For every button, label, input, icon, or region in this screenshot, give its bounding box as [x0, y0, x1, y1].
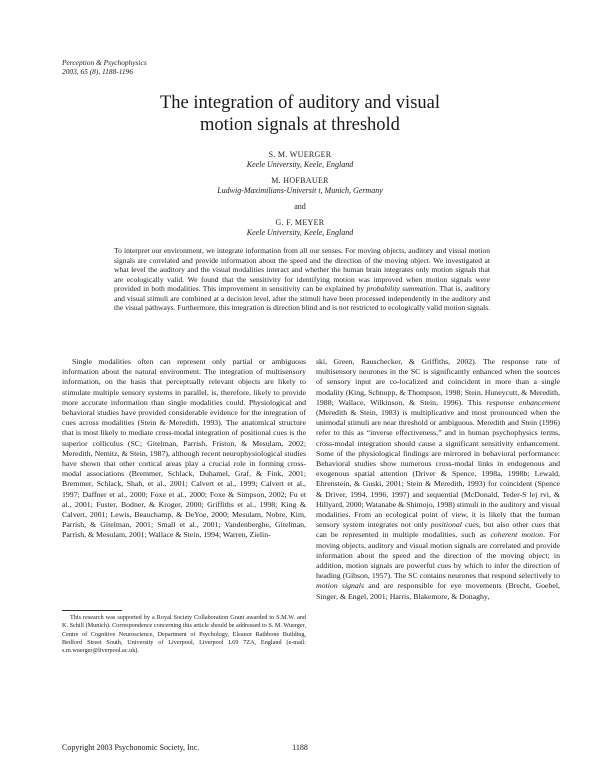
footnote-divider [62, 610, 122, 611]
body-paragraph: Single modalities often can represent only partial or ambiguous information about the natural environment. The integration of multisensory information, on the basis that perceptually relevant objects are likely to stimulate multiple sensory systems in parallel, is, therefore, likely to provide more accurate information than single modalities could. Physiological and behavioral studies have provided considerable evidence for the integration of cues across modalities (Stein & Meredith, 1993). The anatomical structure that is most likely to mediate cross-modal integration of positional cues is the superior colliculus (SC; Gitelman, Parrish, Friston, & Mesulam, 2002; Meredith, Nemitz, & Stein, 1987), although recent neurophysiological studies have shown that other cortical areas play a crucial role in forming cross-modal associations (Bremmer, Schlack, Duhamel, Graf, & Fink, 2001; Bremmer, Schlack, Shah, et al., 2001; Calvert et al., 1999; Calvert et al., 1997; Daffner et al., 2000; Foxe et al., 2000; Foxe & Simpson, 2002; Fu et al., 2001; Fuster, Bodner, & Kroger, 2000; Griffiths et al., 1998; King & Calvert, 2001; Lewis, Beauchamp, & DeYoe, 2000; Mesulam, Nobre, Kim, Parrish, & Gitelman, 2001; Small et al., 2001; Vandenberghe, Gitelman, Parrish, & Mesulam, 2001; Wallace & Stein, 1994; Warren, Zielin- [62, 357, 306, 540]
copyright-notice: Copyright 2003 Psychonomic Society, Inc. [62, 743, 200, 752]
author-affiliation: Keele University, Keele, England [246, 228, 354, 237]
abstract-text: To interpret our environment, we integrate information from all our senses. For moving objects, auditory and visual motion signals are correlated and provide information about the speed and the direction of the moving object. We investigated at what level the auditory and the visual modalities interact and whether the human brain integrates only motion signals that are ecologically valid. We found that the sensitivity for identifying motion was improved when motion signals were provided in both modalities. This improvement in sensitivity can be explained by [114, 246, 490, 294]
footnote [62, 614, 306, 655]
journal-citation: 2003, 65 (8), 1188-1196 [62, 67, 133, 76]
page-number: 1188 [292, 743, 308, 752]
body-text: ski, Green, Rauschecker, & Griffiths, 2002). The response rate of multisensory neurones in the SC is significantly enhanced when the sources of sensory input are co-localized and coincident in more than a single modality (King, Schnupp, & Thompson, 1998; Stein, Huneycutt, & Meredith, 1988; Wallace, Wilkinson, & Stein, 1996). This [316, 357, 560, 407]
title-line-1: The integration of auditory and visual [160, 93, 440, 113]
author-affiliation: Ludwig-Maximilians-Universit t, Munich, Germany [217, 186, 383, 195]
footnote-text: This research was supported by a Royal Society Collaboration Grant awarded to S.M.W. and K. Schill (Munich). Correspondence concerning this article should be addressed to S. M. Wuerger, Centre of Cognitive Neuroscience, Department of Psychology, Eleanor Rathbone Building, Bedford Street South, University of Liverpool, Liverpool L69 7ZA, England (e-mail: s.m.wuerger@liverpool.ac.uk). [62, 614, 306, 655]
body-text: (Meredith & Stein, 1983) is multiplicative and most pronounced when the unimodal stimuli are near threshold or ambiguous. Meredith and Stein (1996) refer to this as “inverse effectiveness,” and in human psychophysics terms, cross-modal integration should cause a significant sensitivity enhancement. Some of the physiological findings are mirrored in behavioral performance: Behavioral studies show numerous cross-modal links in endogenous and exogenous spatial attention (Driver & Spence, 1998a, 1998b; Lewald, Ehrenstein, & Guski, 2001; Stein & Meredith, 1993) for coincident (Spence & Driver, 1994, 1996, 1997) and sequential (McDonald, Teder-S lej rvi, & Hillyard, 2000; Watanabe & Shimojo, 1998) stimuli in the auditory and visual modalities. From an ecological point of view, it is likely that the human sensory system integrates not only [316, 408, 560, 530]
journal-header [62, 58, 147, 76]
title-line-2: motion signals at threshold [200, 115, 400, 135]
body-emphasis: positional cues [430, 520, 479, 530]
body-paragraph [316, 357, 560, 602]
body-emphasis: coherent motion [490, 530, 544, 540]
author-name: G. F. MEYER [275, 218, 325, 227]
author-affiliation: Keele University, Keele, England [246, 160, 354, 169]
author-block [0, 150, 600, 238]
body-text: , but also other cues that can be represented in multiple modalities, such as [316, 520, 560, 540]
abstract [114, 246, 490, 313]
paper-title [0, 92, 600, 136]
body-text: . For moving objects, auditory and visual motion signals are correlated and provide information about the speed and the direction of the moving object; in addition, motion signals are powerful cues by which to infer the direction of heading (Gibson, 1957). The SC contains neurones that respond selectively to [316, 530, 560, 581]
author-conjunction: and [294, 202, 306, 211]
author-name: S. M. WUERGER [268, 150, 332, 159]
body-column-right [316, 357, 560, 602]
body-text: and are responsible for eye movements (Brecht, Goebel, Singer, & Engel, 2001; Harris, Blakemore, & Donaghy, [316, 581, 560, 601]
body-emphasis: motion signals [316, 581, 365, 591]
journal-name: Perception & Psychophysics [62, 58, 147, 67]
author-name: M. HOFBAUER [271, 176, 329, 185]
body-emphasis: response enhancement [486, 397, 560, 407]
body-column-left [62, 357, 306, 541]
abstract-emphasis: probability summation [366, 284, 436, 294]
abstract-text: . That is, auditory and visual stimuli are combined at a decision level, after the stimuli have been processed independently in the auditory and the visual pathways. Furthermore, this integration is direction blind and is not restricted to ecologically valid motion signals. [114, 284, 491, 313]
